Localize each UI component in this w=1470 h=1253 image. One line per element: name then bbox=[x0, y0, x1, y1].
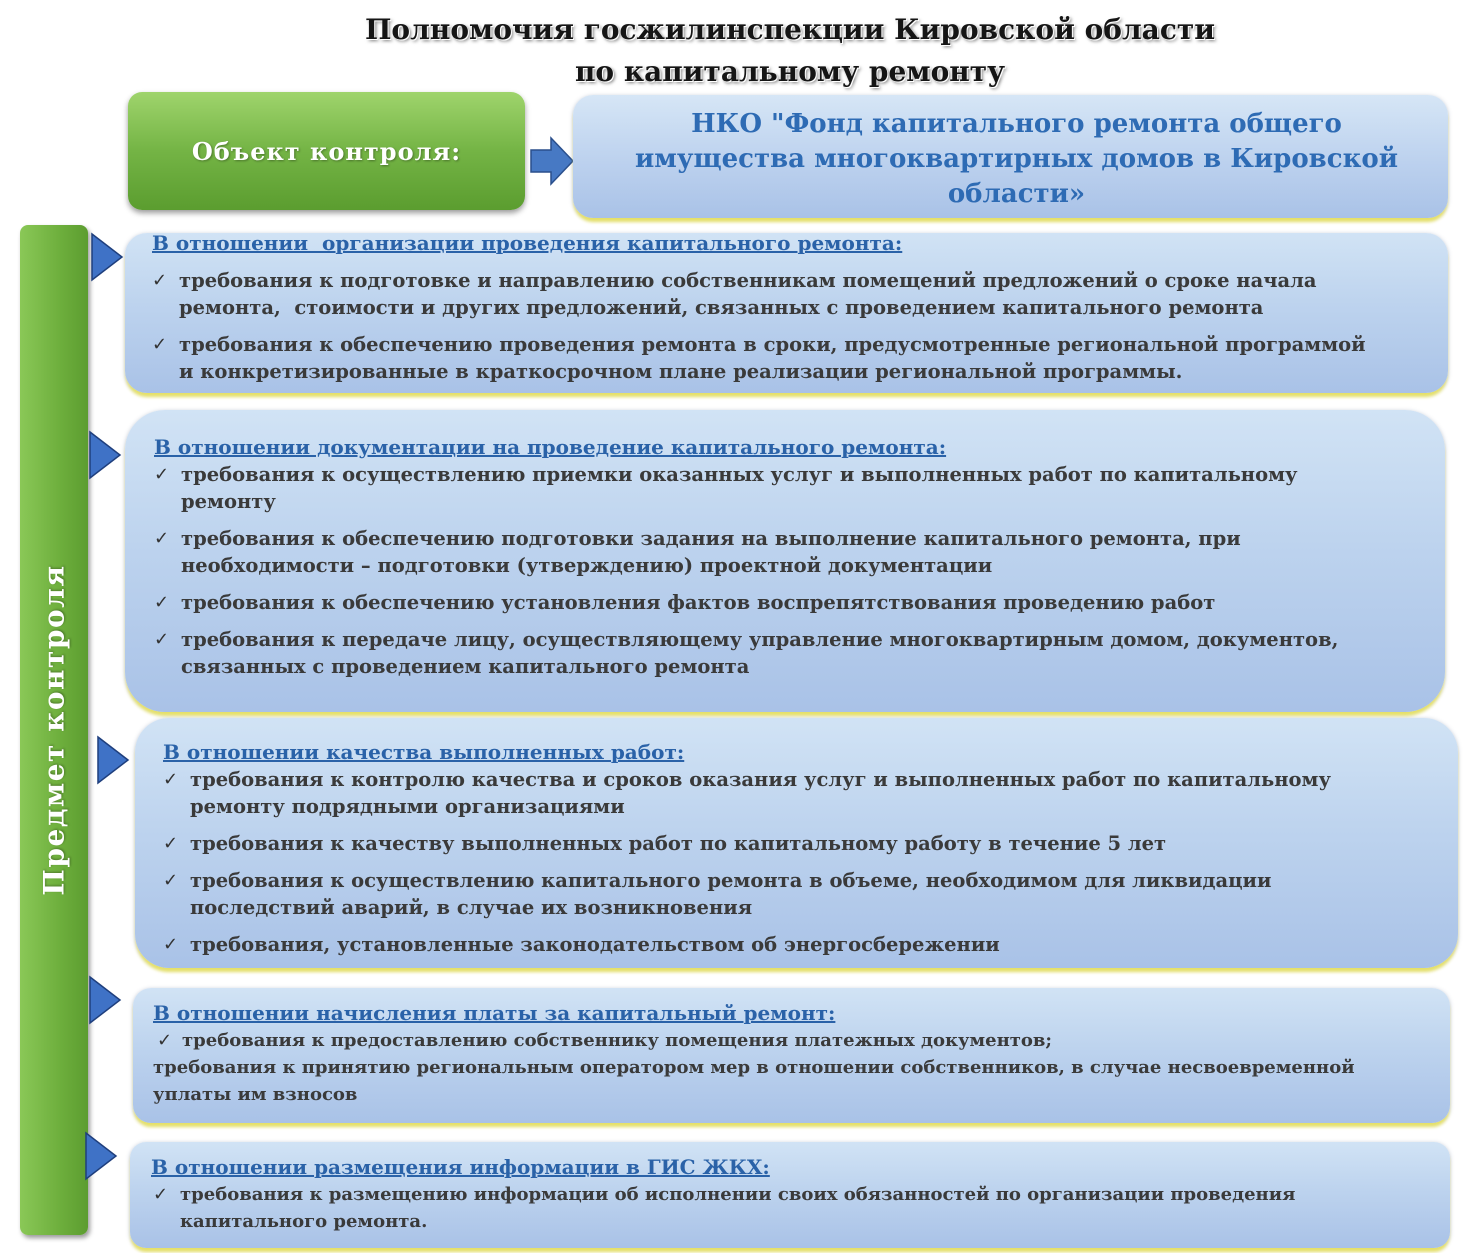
list-item bbox=[152, 331, 1448, 385]
list-item-line: последствий аварий, в случае их возникновения bbox=[190, 896, 753, 919]
check-icon bbox=[153, 1181, 168, 1208]
list-item bbox=[154, 525, 1445, 579]
check-icon bbox=[152, 331, 167, 358]
list-item-line: требования, установленные законодательством об энергосбережении bbox=[190, 933, 1000, 956]
list-item-line: связанных с проведением капитального ремонта bbox=[181, 655, 750, 678]
check-icon bbox=[152, 267, 167, 294]
block-header: В отношении организации проведения капитального ремонта: bbox=[152, 231, 903, 255]
list-item-line: требования к подготовке и направлению собственникам помещений предложений о сроке начала bbox=[179, 269, 1317, 292]
control-block-gis-zhkh bbox=[130, 1142, 1450, 1248]
arrow-right-icon bbox=[530, 136, 574, 186]
title-line: Полномочия госжилинспекции Кировской области bbox=[364, 13, 1215, 46]
list-item-line: капитального ремонта. bbox=[180, 1211, 428, 1232]
list-item bbox=[153, 1027, 1450, 1054]
list-item bbox=[163, 766, 1458, 820]
check-icon bbox=[154, 525, 169, 552]
control-object-box bbox=[128, 92, 525, 210]
page-title bbox=[300, 9, 1280, 93]
list-item bbox=[153, 1054, 1450, 1108]
list-item bbox=[163, 830, 1458, 857]
list-item bbox=[154, 589, 1445, 616]
list-item-line: ремонта, стоимости и других предложений, связанных с проведением капитального ремонта bbox=[179, 296, 1264, 319]
list-item bbox=[151, 1181, 1450, 1235]
list-item-line: уплаты им взносов bbox=[153, 1084, 358, 1105]
list-item-line: требования к обеспечению подготовки задания на выполнение капитального ремонта, при bbox=[181, 527, 1241, 550]
triangle-right-icon bbox=[88, 975, 122, 1025]
list-item-line: требования к передаче лицу, осуществляющему управление многоквартирным домом, документов, bbox=[181, 628, 1339, 651]
list-item-line: требования к обеспечению проведения ремонта в сроки, предусмотренные региональной программой bbox=[179, 333, 1366, 356]
control-object-label: Объект контроля: bbox=[191, 136, 462, 166]
list-item bbox=[163, 867, 1458, 921]
list-item bbox=[163, 931, 1458, 958]
title-line: по капитальному ремонту bbox=[574, 55, 1006, 88]
check-icon bbox=[157, 1027, 172, 1054]
list-item-line: требования к предоставлению собственнику помещения платежных документов; bbox=[182, 1030, 1053, 1051]
triangle-right-icon bbox=[96, 735, 130, 785]
list-item-line: необходимости – подготовки (утверждению) проектной документации bbox=[181, 554, 993, 577]
list-item-line: и конкретизированные в краткосрочном плане реализации региональной программы. bbox=[179, 360, 1183, 383]
list-item-line: требования к качеству выполненных работ по капитальному работу в течение 5 лет bbox=[190, 832, 1167, 855]
list-item bbox=[154, 461, 1445, 515]
control-subject-bar bbox=[20, 225, 88, 1235]
list-item-line: требования к принятию региональным оператором мер в отношении собственников, в случае несвоевременной bbox=[153, 1057, 1355, 1078]
list-item bbox=[152, 267, 1448, 321]
control-block-documentation bbox=[125, 410, 1445, 712]
control-block-payment bbox=[133, 988, 1450, 1123]
list-item-line: требования к контролю качества и сроков оказания услуг и выполненных работ по капитальному bbox=[190, 768, 1331, 791]
check-icon bbox=[163, 867, 178, 894]
list-item-line: ремонту подрядными организациями bbox=[190, 795, 625, 818]
list-item-line: требования к осуществлению приемки оказанных услуг и выполненных работ по капитальному bbox=[181, 463, 1298, 486]
triangle-right-icon bbox=[84, 1131, 118, 1181]
block-header: В отношении размещения информации в ГИС ЖКХ: bbox=[151, 1155, 770, 1179]
control-block-organization bbox=[125, 233, 1448, 393]
triangle-right-icon bbox=[88, 430, 122, 480]
list-item-line: ремонту bbox=[181, 490, 276, 513]
control-object-value-line: области» bbox=[947, 179, 1086, 209]
block-header: В отношении начисления платы за капитальный ремонт: bbox=[153, 1001, 836, 1025]
control-subject-label: Предмет контроля bbox=[37, 564, 71, 896]
list-item-line: требования к обеспечению установления фактов воспрепятствования проведению работ bbox=[181, 591, 1216, 614]
list-item bbox=[154, 626, 1445, 680]
check-icon bbox=[163, 931, 178, 958]
control-block-quality bbox=[135, 718, 1458, 968]
triangle-right-icon bbox=[90, 232, 124, 282]
check-icon bbox=[154, 626, 169, 653]
control-object-value-line: НКО "Фонд капитального ремонта общего bbox=[691, 109, 1342, 139]
check-icon bbox=[154, 461, 169, 488]
block-header: В отношении документации на проведение капитального ремонта: bbox=[154, 435, 947, 459]
list-item-line: требования к осуществлению капитального ремонта в объеме, необходимом для ликвидации bbox=[190, 869, 1272, 892]
control-object-value-line: имущества многоквартирных домов в Кировской bbox=[634, 144, 1398, 174]
check-icon bbox=[163, 830, 178, 857]
check-icon bbox=[154, 589, 169, 616]
block-header: В отношении качества выполненных работ: bbox=[163, 740, 685, 764]
control-object-value-box bbox=[573, 95, 1448, 218]
check-icon bbox=[163, 766, 178, 793]
list-item-line: требования к размещению информации об исполнении своих обязанностей по организации проведения bbox=[180, 1184, 1296, 1205]
